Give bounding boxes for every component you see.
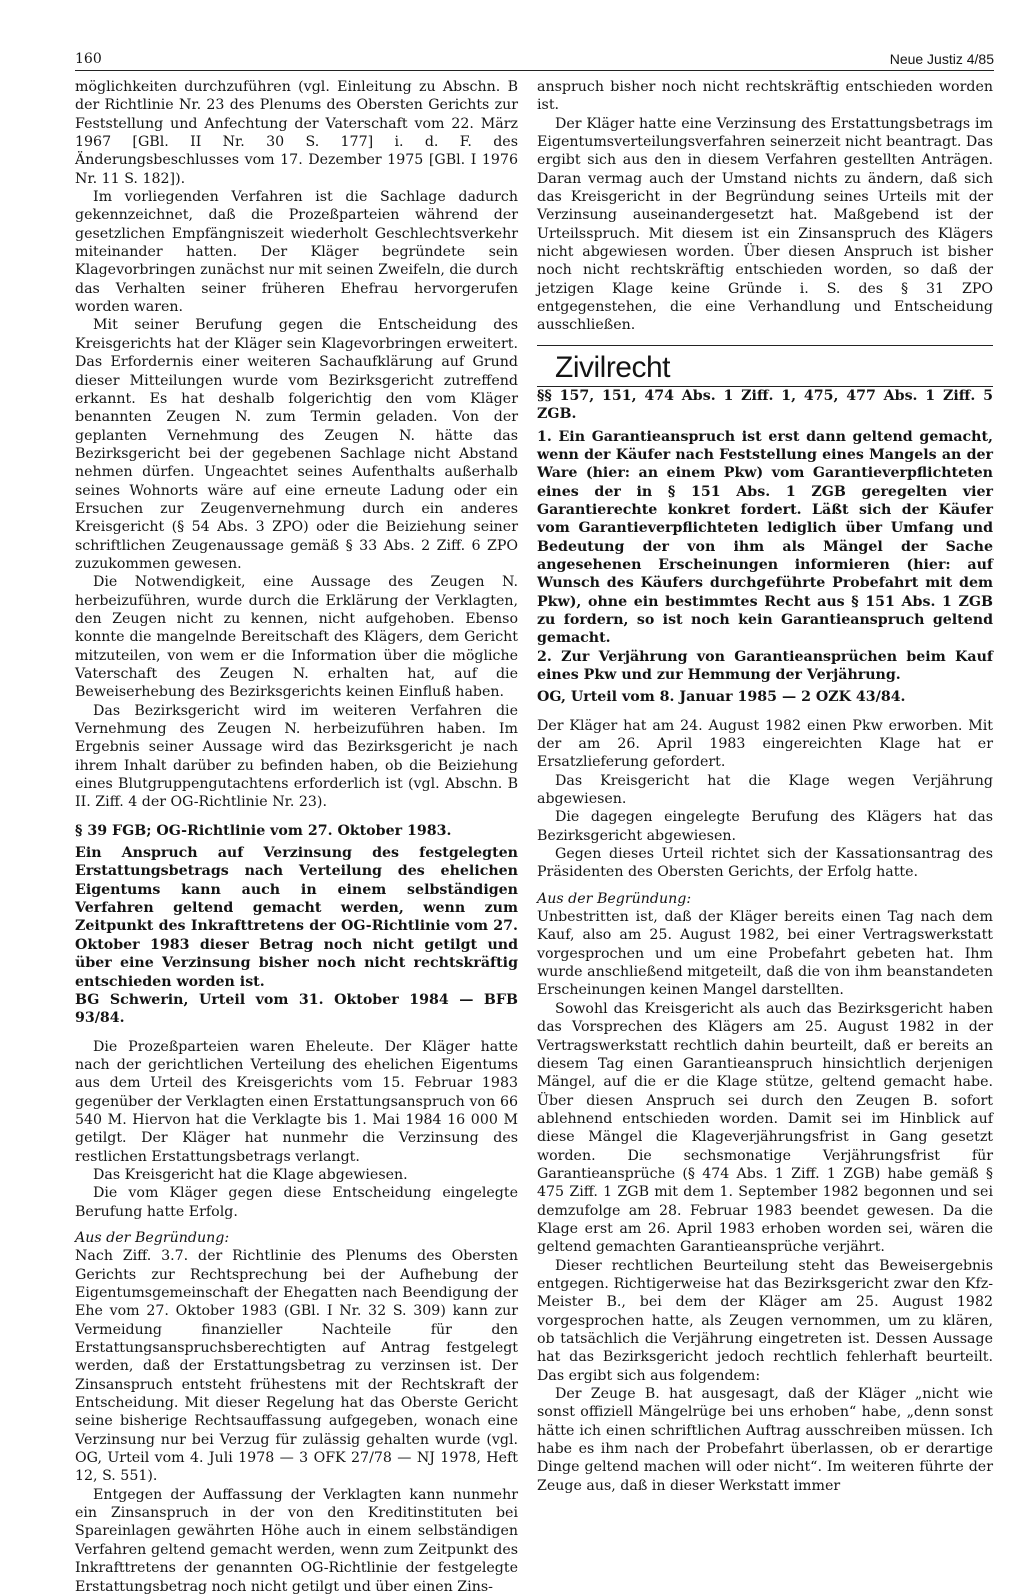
- headnote: Ein Anspruch auf Verzinsung des festgelegten Erstattungsbetrags nach Verteilung des ehelichen Eigentums kann auch in einem selbständigen Verfahren geltend gemacht werden, wenn zum Zeitpunkt des Inkrafttretens der OG-Richtlinie vom 27. Oktober 1983 dieser Betrag noch nicht getilgt und über eine Verzinsung bisher noch nicht rechtskräftig entschieden worden ist.: [75, 845, 518, 990]
- left-column: [75, 78, 518, 1595]
- paragraph: Entgegen der Auffassung der Verklagten kann nunmehr ein Zinsanspruch in der von den Kreditinstituten bei Spareinlagen gewährten Höhe auch in einem selbständigen Verfahren geltend gemacht werden, wenn zum Zeitpunkt des Inkrafttretens der genannten OG-Richtlinie der festgelegte Erstattungsbetrag noch nicht getilgt und über einen Zins-: [75, 1486, 518, 1595]
- paragraph: Der Zeuge B. hat ausgesagt, daß der Kläger „nicht wie sonst offiziell Mängelrüge bei uns erhoben“ habe, „denn sonst hätte ich einen schriftlichen Auftrag ausschreiben müssen. Ich habe es ihm nach der Probefahrt überlassen, ob er derartige Dinge geltend machen will oder nicht“. Im weiteren führte der Zeuge aus, daß in dieser Werkstatt immer: [537, 1386, 993, 1494]
- paragraph: Im vorliegenden Verfahren ist die Sachlage dadurch gekennzeichnet, daß die Prozeßparteien während der gesetzlichen Empfängniszeit wiederholt Geschlechtsverkehr miteinander hatten. Der Kläger begründete sein Klagevorbringen zunächst nur mit seinen Zweifeln, die durch das Verhalten seiner früheren Ehefrau hervorgerufen worden waren.: [75, 189, 518, 316]
- page-number: 160: [75, 51, 102, 67]
- spacer: [75, 812, 518, 822]
- headnote: 2. Zur Verjährung von Garantieansprüchen beim Kauf eines Pkw und zur Hemmung der Verjährung.: [537, 648, 993, 683]
- page-header: [75, 48, 994, 71]
- journal-title: Neue Justiz 4/85: [889, 51, 994, 67]
- paragraph: Mit seiner Berufung gegen die Entscheidung des Kreisgerichts hat der Kläger sein Klagevorbringen erweitert. Das Erfordernis einer weiteren Sachaufklärung auf Grund dieser Mitteilungen wurde vom Bezirksgericht zutreffend erkannt. Es hat deshalb folgerichtig den vom Kläger benannten Zeugen N. zum Termin geladen. Von der geplanten Vernehmung des Zeugen N. hätte das Bezirksgericht bei der gegebenen Sachlage nicht Abstand nehmen dürfen. Ungeachtet seines Aufenthalts außerhalb seines Wohnorts wäre auf eine erneute Ladung oder ein Ersuchen zur Zeugenvernehmung durch ein anderes Kreisgericht (§ 54 Abs. 3 ZPO) oder die Beiziehung seiner schriftlichen Zeugenaussage gemäß § 33 Abs. 2 Ziff. 6 ZPO zuzukommen gewesen.: [75, 317, 518, 572]
- paragraph: Sowohl das Kreisgericht als auch das Bezirksgericht haben das Vorsprechen des Klägers am 25. August 1982 in der Vertragswerkstatt rechtlich dahin beurteilt, daß er bereits an diesem Tag einen Garantieanspruch hinsichtlich derjenigen Mängel, auf die er die Klage stütze, geltend gemacht habe. Über diesen Anspruch sei durch den Zeugen B. sofort ablehnend entschieden worden. Damit sei im Hinblick auf diese Mängel die Klageverjährungsfrist in Gang gesetzt worden. Die sechsmonatige Verjährungsfrist für Garantieansprüche (§ 474 Abs. 1 Ziff. 1 ZGB) habe gemäß § 475 Ziff. 1 ZGB mit dem 1. September 1982 begonnen und sei demzufolge am 28. Februar 1983 beendet gewesen. Da die Klage erst am 26. April 1983 erhoben worden sei, wären die geltend gemachten Garantieansprüche verjährt.: [537, 1000, 993, 1256]
- reasoning-label: Aus der Begründung:: [75, 1229, 230, 1246]
- paragraph: Unbestritten ist, daß der Kläger bereits einen Tag nach dem Kauf, also am 25. August 1982, bei einer Vertragswerkstatt vorgesprochen und um eine Probefahrt gebeten hat. Ihm wurde anschließend mitgeteilt, daß die von ihm beanstandeten Erscheinungen keinen Mangel darstellten.: [537, 909, 993, 999]
- paragraph: Das Bezirksgericht wird im weiteren Verfahren die Vernehmung des Zeugen N. herbeizuführen haben. Im Ergebnis seiner Aussage wird das Bezirksgericht je nach ihrem Inhalt darüber zu befinden haben, ob die Beiziehung eines Blutgruppengutachtens erforderlich ist (vgl. Abschn. B II. Ziff. 4 der OG-Richtlinie Nr. 23).: [75, 702, 518, 811]
- section-heading: Zivilrecht: [537, 350, 993, 387]
- legal-reference-heading: § 39 FGB; OG-Richtlinie vom 27. Oktober 1983.: [75, 822, 452, 839]
- paragraph: Nach Ziff. 3.7. der Richtlinie des Plenums des Obersten Gerichts zur Rechtsprechung bei der Aufhebung der Eigentumsgemeinschaft der Ehegatten nach Beendigung der Ehe vom 27. Oktober 1983 (GBl. I Nr. 32 S. 309) kann zur Vermeidung finanzieller Nachteile für den Erstattungsanspruchsberechtigten auf Antrag festgelegt werden, daß der Erstattungsbetrag zu verzinsen ist. Der Zinsanspruch entsteht frühestens mit der Rechtskraft der Entscheidung. Mit dieser Regelung hat das Oberste Gericht seine bisherige Rechtsauffassung aufgegeben, wonach eine Verzinsung nur bei Verzug für zulässig gehalten wurde (vgl. OG, Urteil vom 4. Juli 1978 — 3 OFK 27/78 — NJ 1978, Heft 12, S. 551).: [75, 1248, 518, 1485]
- paragraph: anspruch bisher noch nicht rechtskräftig entschieden worden ist.: [537, 79, 993, 114]
- section-divider: [537, 345, 993, 346]
- headnote: 1. Ein Garantieanspruch ist erst dann geltend gemacht, wenn der Käufer nach Feststellung eines Mangels an der Ware (hier: an einem Pkw) vom Garantieverpflichteten eines der in § 151 Abs. 1 ZGB geregelten vier Garantierechte konkret fordert. Läßt sich der Käufer vom Garantieverpflichteten lediglich über Umfang und Bedeutung der von ihm als Mängel der Sache angesehenen Erscheinungen informieren (hier: auf Wunsch des Käufers durchgeführte Probefahrt mit dem Pkw), ohne ein bestimmtes Recht aus § 151 Abs. 1 ZGB zu fordern, so ist noch kein Garantieanspruch geltend gemacht.: [537, 428, 993, 647]
- right-column: [537, 78, 994, 1494]
- legal-reference-heading: §§ 157, 151, 474 Abs. 1 Ziff. 1, 475, 477 Abs. 1 Ziff. 5 ZGB.: [537, 387, 993, 423]
- reasoning-label: Aus der Begründung:: [537, 890, 692, 907]
- paragraph: Das Kreisgericht hat die Klage abgewiesen.: [93, 1166, 408, 1183]
- paragraph: möglichkeiten durchzuführen (vgl. Einleitung zu Abschn. B der Richtlinie Nr. 23 des Plenums des Obersten Gerichts zur Feststellung und Anfechtung der Vaterschaft vom 22. März 1967 [GBl. II Nr. 30 S. 177] i. d. F. des Änderungsbeschlusses vom 17. Dezember 1975 [GBl. I 1976 Nr. 11 S. 182]).: [75, 79, 518, 187]
- paragraph: Gegen dieses Urteil richtet sich der Kassationsantrag des Präsidenten des Obersten Gerichts, der Erfolg hatte.: [537, 846, 993, 881]
- paragraph: Die Prozeßparteien waren Eheleute. Der Kläger hatte nach der gerichtlichen Verteilung des ehelichen Eigentums aus dem Urteil des Kreisgerichts vom 15. Februar 1983 gegenüber der Verklagten einen Erstattungsanspruch von 66 540 M. Hiervon hat die Verklagte bis 1. Mai 1984 16 000 M getilgt. Der Kläger hat nunmehr die Verzinsung des restlichen Erstattungsbetrags verlangt.: [75, 1038, 518, 1165]
- paragraph: Die vom Kläger gegen diese Entscheidung eingelegte Berufung hatte Erfolg.: [75, 1185, 518, 1220]
- spacer: [75, 1028, 518, 1038]
- paragraph: Die Notwendigkeit, eine Aussage des Zeugen N. herbeizuführen, wurde durch die Erklärung der Verklagten, den Zeugen nicht zu kennen, nicht aufgehoben. Ebenso konnte die mangelnde Bereitschaft des Klägers, dem Gericht mitzuteilen, von wem er die Information über die mögliche Vaterschaft des Zeugen N. erhalten hat, auf die Beweiserhebung des Bezirksgerichts keinen Einfluß haben.: [75, 574, 518, 701]
- spacer: [537, 707, 993, 717]
- court-source: BG Schwerin, Urteil vom 31. Oktober 1984 — BFB 93/84.: [75, 991, 518, 1027]
- court-source: OG, Urteil vom 8. Januar 1985 — 2 OZK 43/84.: [537, 689, 906, 706]
- paragraph: Das Kreisgericht hat die Klage wegen Verjährung abgewiesen.: [537, 772, 993, 808]
- paragraph: Die dagegen eingelegte Berufung des Klägers hat das Bezirksgericht abgewiesen.: [537, 809, 993, 844]
- paragraph: Dieser rechtlichen Beurteilung steht das Beweisergebnis entgegen. Richtigerweise hat das Bezirksgericht zwar den Kfz-Meister B., bei dem der Kläger am 25. August 1982 vorgesprochen hatte, als Zeugen vernommen, um zu klären, ob tatsächlich die Verjährung eingetreten ist. Dessen Aussage hat das Bezirksgericht jedoch rechtlich fehlerhaft beurteilt. Das ergibt sich aus folgendem:: [537, 1257, 993, 1384]
- paragraph: Der Kläger hatte eine Verzinsung des Erstattungsbetrags im Eigentumsverteilungsverfahren seinerzeit nicht beantragt. Das ergibt sich aus den in diesem Verfahren gestellten Anträgen. Daran vermag auch der Umstand nichts zu ändern, daß sich das Kreisgericht in der Begründung seines Urteils mit der Verzinsung auseinandergesetzt hat. Maßgebend ist der Urteilsspruch. Mit diesem ist ein Zinsanspruch des Klägers nicht abgewiesen worden. Über diesen Anspruch ist bisher noch nicht rechtskräftig entschieden worden, so daß der jetzigen Klage keine Gründe i. S. des § 31 ZPO entgegenstehen, die eine Verhandlung und Entscheidung ausschließen.: [537, 115, 994, 334]
- paragraph: Der Kläger hat am 24. August 1982 einen Pkw erworben. Mit der am 26. April 1983 eingereichten Klage hat er Ersatzlieferung gefordert.: [537, 717, 993, 771]
